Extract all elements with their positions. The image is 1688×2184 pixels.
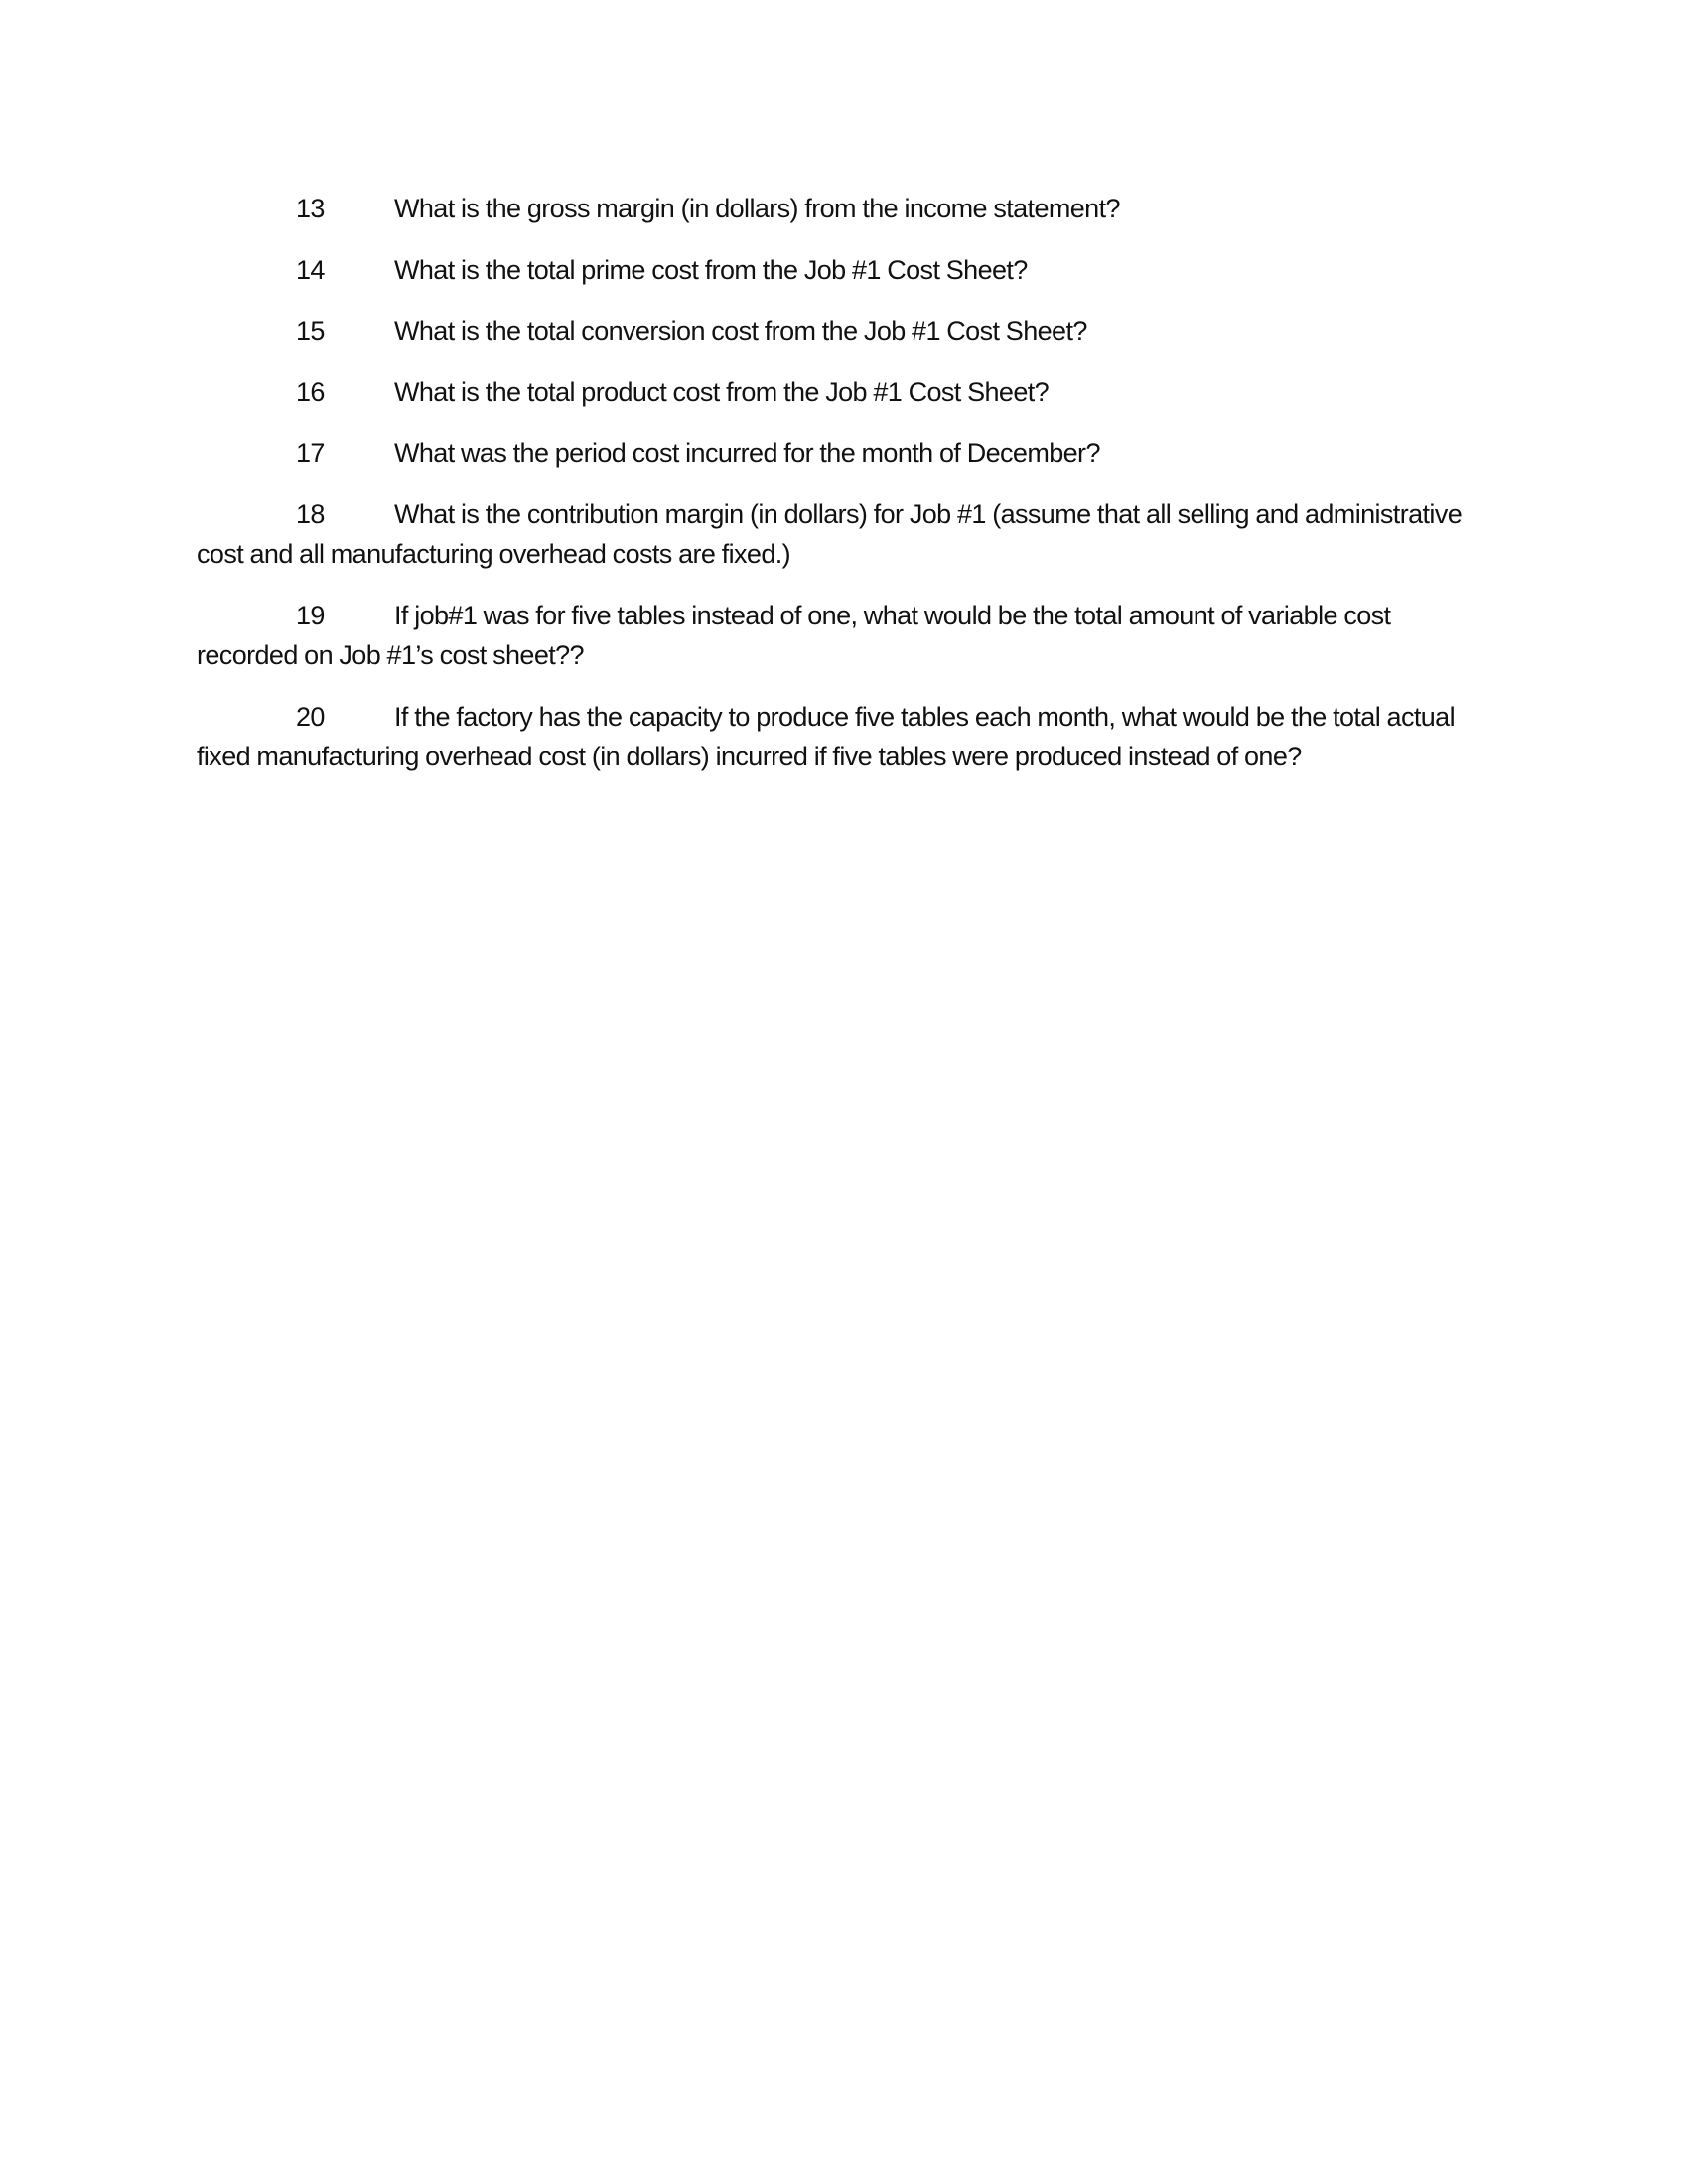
question-number: 17 — [296, 438, 325, 468]
question-19 — [197, 596, 1487, 676]
question-text: If the factory has the capacity to produce five tables each month, what would be the total actual fixed manufacturing overhead cost (in dollars) incurred if five tables were produced instead of one? — [197, 701, 1455, 771]
question-text: What is the contribution margin (in dollars) for Job #1 (assume that all selling and administrative cost and all manufacturing overhead costs are fixed.) — [197, 498, 1463, 569]
question-number: 18 — [296, 498, 325, 529]
question-number: 15 — [296, 316, 325, 345]
question-number: 14 — [296, 254, 325, 285]
question-text: What was the period cost incurred for the month of December? — [394, 438, 1100, 468]
question-text: What is the total prime cost from the Job #1 Cost Sheet? — [394, 254, 1028, 285]
question-text: If job#1 was for five tables instead of one, what would be the total amount of variable cost recorded on Job #1’s cost sheet?? — [197, 600, 1391, 670]
question-20 — [197, 697, 1487, 777]
question-16 — [197, 372, 1487, 413]
question-number: 20 — [296, 701, 325, 732]
question-17 — [197, 433, 1487, 474]
question-number: 19 — [296, 600, 325, 630]
question-13 — [197, 189, 1487, 229]
document-page — [197, 189, 1487, 798]
question-text: What is the gross margin (in dollars) from the income statement? — [394, 194, 1120, 223]
question-text: What is the total product cost from the Job #1 Cost Sheet? — [394, 376, 1050, 407]
question-text: What is the total conversion cost from the Job #1 Cost Sheet? — [394, 316, 1087, 345]
question-18 — [197, 494, 1487, 575]
question-15 — [197, 311, 1487, 351]
question-number: 13 — [296, 194, 325, 223]
question-14 — [197, 250, 1487, 291]
question-number: 16 — [296, 376, 325, 407]
